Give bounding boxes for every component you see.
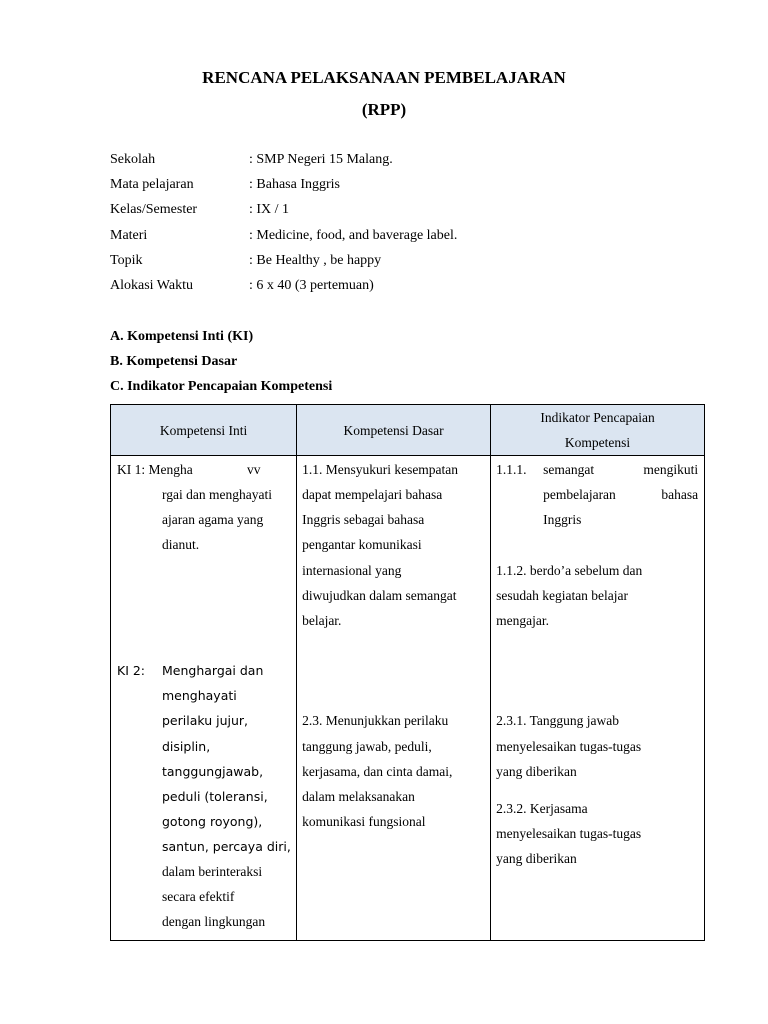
ki2-line: menghayati	[162, 688, 237, 703]
table-row	[111, 456, 705, 941]
header-indikator	[491, 405, 705, 456]
ipk231-line: 2.3.1. Tanggung jawab	[496, 713, 620, 728]
ipk112-line: sesudah kegiatan belajar	[496, 588, 629, 603]
info-label: Sekolah	[110, 152, 156, 167]
competency-table	[110, 404, 705, 941]
ipk111-line3: Inggris	[543, 512, 582, 527]
info-label: Materi	[110, 227, 148, 243]
ki2-prefix: KI 2:	[117, 663, 146, 678]
kd2-line: kerjasama, dan cinta damai,	[302, 764, 453, 779]
kd2-line: komunikasi fungsional	[302, 814, 426, 829]
ipk231-line: menyelesaikan tugas-tugas	[496, 739, 642, 754]
ipk111-line1	[543, 462, 698, 478]
info-value: : Bahasa Inggris	[249, 177, 340, 193]
kd1-line: pengantar komunikasi	[302, 537, 422, 552]
table-header-row	[111, 405, 705, 456]
ipk112-line: mengajar.	[496, 613, 549, 628]
ki2-line: dalam berinteraksi	[162, 864, 263, 879]
kd2-line: 2.3. Menunjukkan perilaku	[302, 713, 449, 728]
document-subtitle: (RPP)	[361, 100, 407, 119]
kd2-line: tanggung jawab, peduli,	[302, 739, 432, 754]
kd1-line: Inggris sebagai bahasa	[302, 512, 425, 527]
info-value: : Be Healthy , be happy	[249, 252, 382, 268]
cell-indikator	[491, 456, 705, 941]
header-kompetensi-dasar: Kompetensi Dasar	[297, 405, 491, 456]
info-block	[110, 150, 457, 301]
header-kompetensi-inti: Kompetensi Inti	[111, 405, 297, 456]
kd2-line: dalam melaksanakan	[302, 789, 415, 804]
info-row-alokasi-waktu	[110, 276, 457, 301]
ipk232-line: menyelesaikan tugas-tugas	[496, 826, 642, 841]
kd1-line: dapat mempelajari bahasa	[302, 487, 443, 502]
kd1-line: diwujudkan dalam semangat	[302, 588, 457, 603]
info-value: : Medicine, food, and baverage label.	[249, 227, 458, 243]
cell-kompetensi-inti	[111, 456, 297, 941]
kd1-line: internasional yang	[302, 563, 402, 578]
ki2-line: peduli (toleransi,	[162, 789, 268, 804]
ki1-prefix: KI 1: Mengha	[117, 462, 193, 477]
ki2-line: gotong royong),	[162, 814, 263, 829]
ki1-line: ajaran agama yang	[162, 512, 264, 527]
section-heading-b: B. Kompetensi Dasar	[110, 354, 238, 369]
info-label: Alokasi Waktu	[110, 277, 193, 293]
ki2-line: disiplin,	[162, 739, 211, 754]
section-heading-c: C. Indikator Pencapaian Kompetensi	[110, 379, 333, 394]
kd1-line: 1.1. Mensyukuri kesempatan	[302, 462, 459, 477]
ipk111-number: 1.1.1.	[496, 462, 527, 477]
info-label: Kelas/Semester	[110, 202, 198, 218]
ipk232-line: yang diberikan	[496, 851, 577, 866]
ki2-line: tanggungjawab,	[162, 764, 264, 779]
info-value: : SMP Negeri 15 Malang.	[249, 152, 393, 167]
info-row-sekolah	[110, 150, 457, 175]
info-value: : 6 x 40 (3 pertemuan)	[249, 277, 374, 293]
info-row-mata-pelajaran	[110, 175, 457, 200]
header-indikator-line2: Kompetensi	[564, 435, 631, 450]
ipk111-word: bahasa	[661, 487, 699, 502]
ipk111-word: pembelajaran	[543, 487, 616, 502]
ki1-line: rgai dan menghayati	[162, 487, 272, 502]
info-row-materi	[110, 226, 457, 251]
section-heading-a: A. Kompetensi Inti (KI)	[110, 329, 254, 344]
ipk231-line: yang diberikan	[496, 764, 577, 779]
ipk111-line2	[543, 487, 698, 503]
info-row-kelas-semester	[110, 200, 457, 225]
document-title: RENCANA PELAKSANAAN PEMBELAJARAN	[202, 68, 566, 87]
info-value: : IX / 1	[249, 202, 290, 218]
cell-kompetensi-dasar	[297, 456, 491, 941]
ki1-gap: vv	[247, 462, 261, 477]
ki2-line: perilaku jujur,	[162, 713, 249, 728]
info-label: Topik	[110, 252, 143, 268]
info-row-topik	[110, 251, 457, 276]
ipk112-line: 1.1.2. berdo’a sebelum dan	[496, 563, 643, 578]
ki2-line: Menghargai dan	[162, 663, 264, 678]
header-indikator-line1: Indikator Pencapaian	[540, 410, 655, 425]
ki2-line: santun, percaya diri,	[162, 839, 291, 854]
ipk111-word: semangat	[543, 462, 595, 477]
ki2-line: secara efektif	[162, 889, 235, 904]
info-label: Mata pelajaran	[110, 177, 194, 193]
ipk111-word: mengikuti	[643, 462, 699, 477]
ipk232-line: 2.3.2. Kerjasama	[496, 801, 588, 816]
ki2-line: dengan lingkungan	[162, 914, 266, 929]
ki1-line: dianut.	[162, 537, 200, 552]
kd1-line: belajar.	[302, 613, 342, 628]
